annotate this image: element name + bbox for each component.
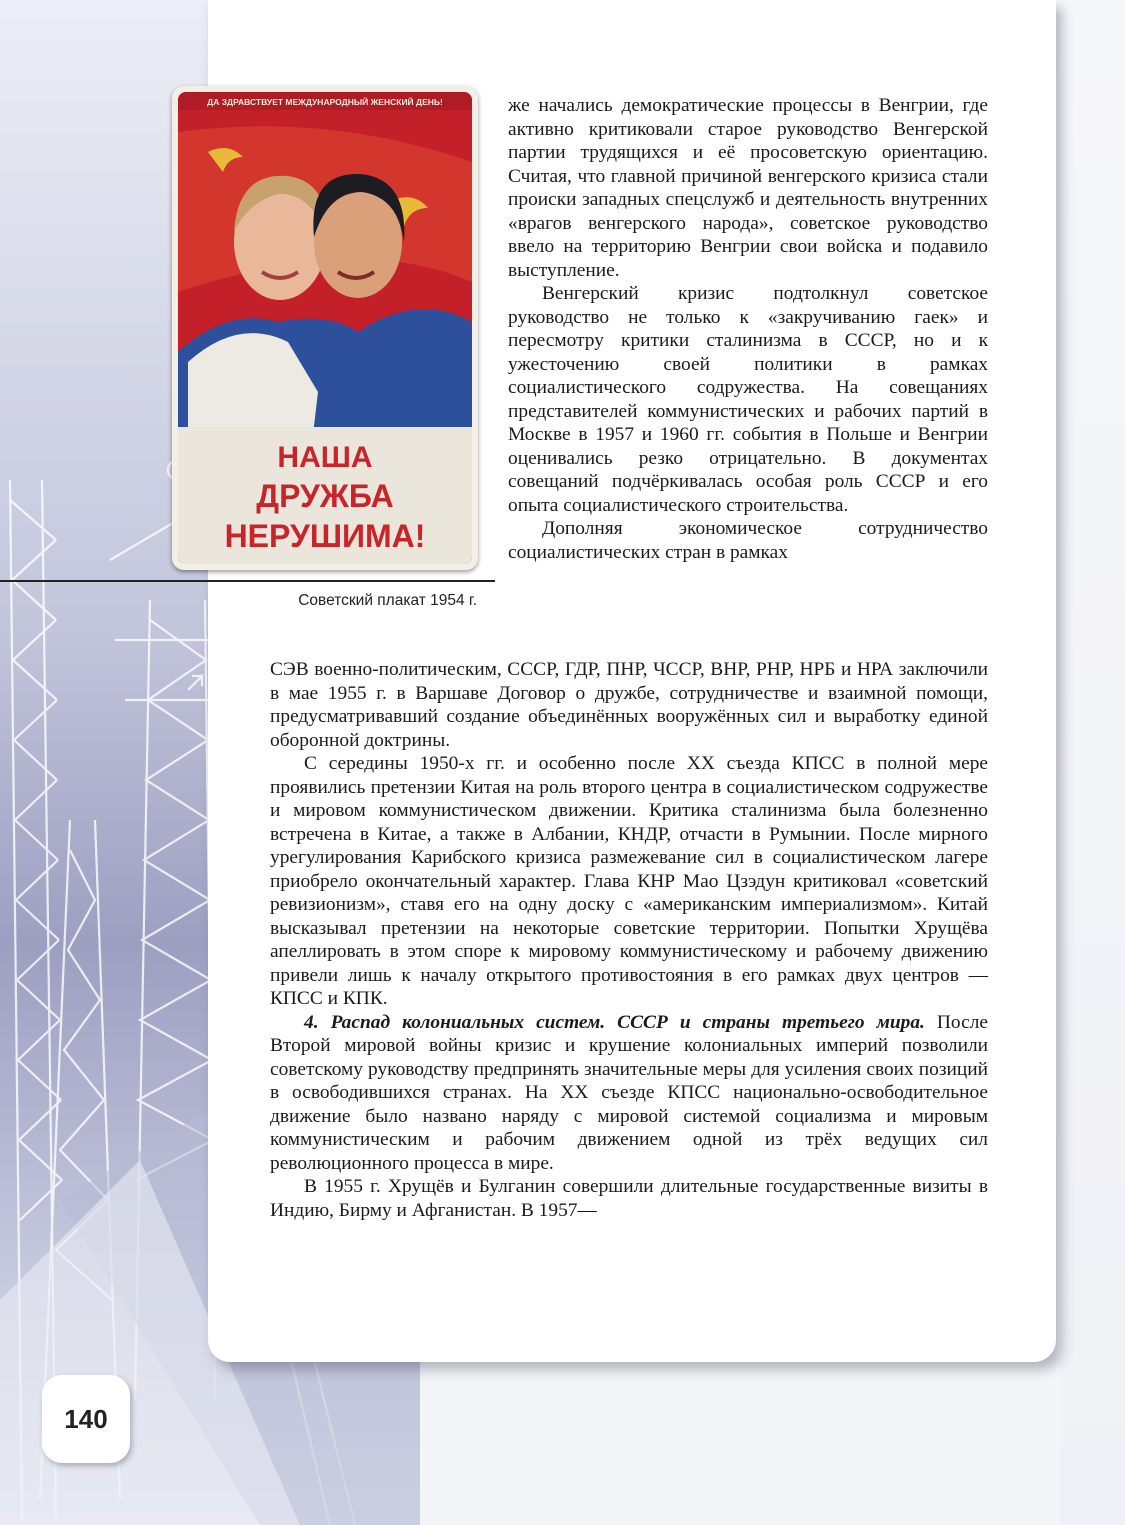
page-number: 140 <box>42 1375 130 1463</box>
paragraph-state-visits: В 1955 г. Хрущёв и Булганин совершили длительные государственные визиты в Индию, Бирму и Афганистан. В 1957— <box>270 1176 988 1221</box>
caption-rule <box>0 580 495 582</box>
poster-figure <box>172 86 478 570</box>
section-body: После Второй мировой войны кризис и крушение колониальных империй позволили советскому руководству предпринять значительные меры для усиления своих позиций в освободившихся странах. На XX съезде КПСС национально-освободительное движение было названо наряду с мировой системой социализма и мировым коммунистическим и рабочим движением одной из трёх ведущих сил революционного процесса в мире. <box>270 1011 988 1174</box>
paragraph-warsaw-start: Дополняя экономическое сотрудничество социалистических стран в рамках <box>508 518 988 563</box>
paragraph-crisis-consequences: Венгерский кризис подтолкнул советское руководство не только к «закручиванию гаек» и пересмотру критики сталинизма в СССР, но и к ужесточению своей политики в рамках социалистического содружества. На совещаниях представителей коммунистических и рабочих партий в Москве в 1957 и 1960 гг. события в Польше и Венгрии оценивались резко отрицательно. В документах совещаний подчёркивалась особая роль СССР и его опыта социалистического строительства. <box>508 283 988 516</box>
column-text <box>508 94 988 564</box>
figure-caption: Советский плакат 1954 г. <box>298 592 477 609</box>
poster-slogan-line-1: НАША <box>277 441 373 474</box>
paragraph-warsaw-pact: СЭВ военно-политическим, СССР, ГДР, ПНР, ЧССР, ВНР, РНР, НРБ и НРА заключили в мае 1955 г. в Варшаве Договор о дружбе, сотрудничестве и взаимной помощи, предусматривавший создание объединённых вооружённых сил и выработку единой оборонной доктрины. <box>270 659 988 751</box>
right-margin-background <box>1060 0 1125 1525</box>
poster-slogan-line-2: ДРУЖБА <box>256 478 394 514</box>
full-width-text <box>270 658 988 1222</box>
paragraph-hungary: же начались демократические процессы в Венгрии, где активно критиковали старое руководство Венгерской партии трудящихся и её просоветскую ориентацию. Считая, что главной причиной венгерского кризиса стали происки западных спецслужб и деятельность внутренних «врагов венгерского народа», советское руководство ввело на территорию Венгрии свои войска и подавило выступление. <box>508 95 988 281</box>
poster-header-text: ДА ЗДРАВСТВУЕТ МЕЖДУНАРОДНЫЙ ЖЕНСКИЙ ДЕНЬ! <box>207 97 443 107</box>
paragraph-china: С середины 1950-х гг. и особенно после XX съезда КПСС в полной мере проявились претензии Китая на роль второго центра в социалистическом содружестве и мировом коммунистическом движении. Критика сталинизма была болезненно встречена в Китае, а также в Албании, КНДР, отчасти в Румынии. После мирного урегулирования Карибского кризиса размежевание сил в социалистическом лагере приобрело окончательный характер. Глава КНР Мао Цзэдун критиковал «советский ревизионизм», ставя его на одну доску с «американским империализмом». Китай высказывал претензии на некоторые советские территории. Попытки Хрущёва апеллировать в этом споре к мировому коммунистическому и рабочему движению привели лишь к началу открытого противостояния в его рамках двух центров — КПСС и КПК. <box>270 753 988 1009</box>
soviet-poster-image <box>178 92 472 564</box>
paragraph-section-4 <box>270 1011 988 1176</box>
poster-slogan-line-3: НЕРУШИМА! <box>224 518 426 554</box>
section-heading: 4. Распад колониальных систем. СССР и страны третьего мира. <box>304 1011 925 1033</box>
